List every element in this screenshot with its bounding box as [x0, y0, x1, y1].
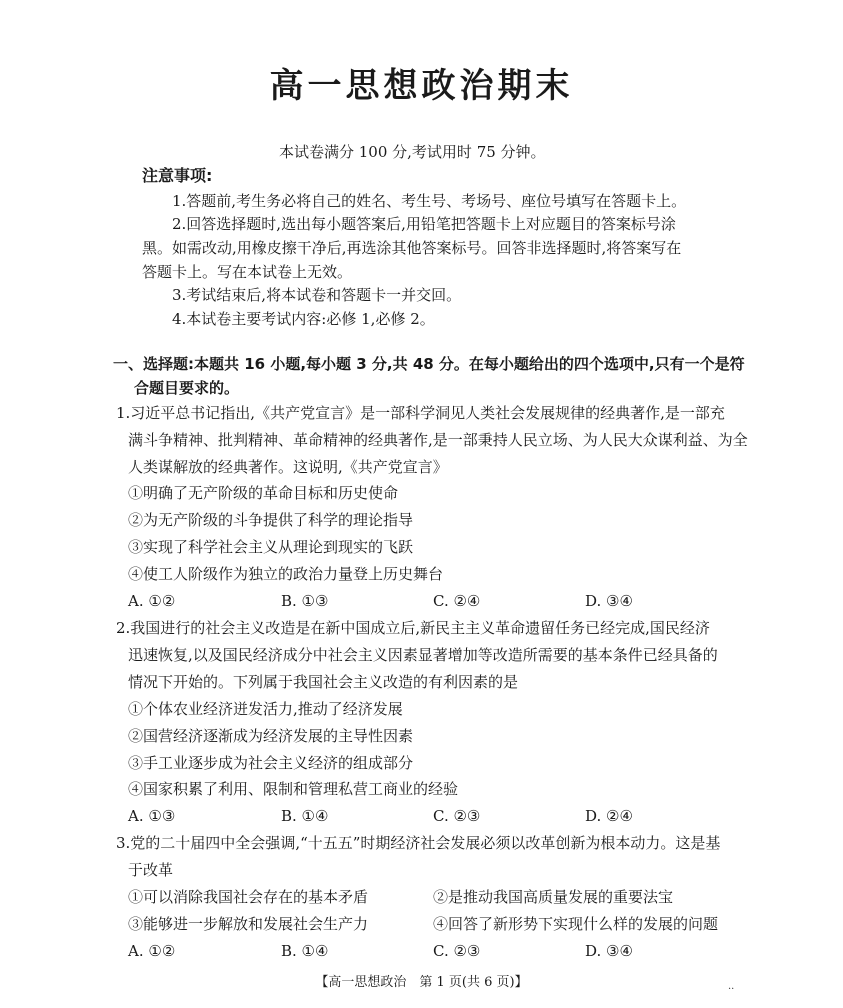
notice-line: 4.本试卷主要考试内容:必修 1,必修 2。 — [172, 310, 435, 328]
page-title: 高一思想政治期末 — [269, 66, 574, 106]
option-d[interactable]: D. ③④ — [585, 592, 633, 610]
option-a[interactable]: A. ①② — [128, 592, 176, 610]
question-2-item: ①个体农业经济迸发活力,推动了经济发展 — [128, 700, 403, 718]
question-3-options — [0, 941, 843, 961]
notice-line: 2.回答选择题时,选出每小题答案后,用铅笔把答题卡上对应题目的答案标号涂 — [172, 215, 676, 233]
question-1-item: ④使工人阶级作为独立的政治力量登上历史舞台 — [128, 565, 444, 583]
notice-line: 黑。如需改动,用橡皮擦干净后,再选涂其他答案标号。回答非选择题时,将答案写在 — [142, 239, 682, 257]
exam-info: 本试卷满分 100 分,考试用时 75 分钟。 — [279, 143, 546, 161]
option-d[interactable]: D. ②④ — [585, 807, 633, 825]
question-2-stem: 2.我国进行的社会主义改造是在新中国成立后,新民主主义革命遗留任务已经完成,国民经济 — [116, 619, 710, 637]
option-c[interactable]: C. ②④ — [433, 592, 481, 610]
question-1-item: ③实现了科学社会主义从理论到现实的飞跃 — [128, 538, 414, 556]
option-c[interactable]: C. ②③ — [433, 807, 481, 825]
question-1-item: ②为无产阶级的斗争提供了科学的理论指导 — [128, 511, 414, 529]
question-2-item: ③手工业逐步成为社会主义经济的组成部分 — [128, 754, 414, 772]
option-b[interactable]: B. ①④ — [281, 942, 329, 960]
question-1-stem: 满斗争精神、批判精神、革命精神的经典著作,是一部秉持人民立场、为人民大众谋利益、为全 — [128, 431, 748, 449]
notice-line: 1.答题前,考生务必将自己的姓名、考生号、考场号、座位号填写在答题卡上。 — [172, 192, 687, 210]
question-2-stem: 情况下开始的。下列属于我国社会主义改造的有利因素的是 — [128, 673, 519, 691]
question-3-items-row — [0, 914, 843, 934]
question-3-item: ①可以消除我国社会存在的基本矛盾 — [128, 888, 369, 906]
option-a[interactable]: A. ①② — [128, 942, 176, 960]
question-3-stem: 于改革 — [128, 861, 174, 879]
option-d[interactable]: D. ③④ — [585, 942, 633, 960]
question-1-stem: 1.习近平总书记指出,《共产党宣言》是一部科学洞见人类社会发展规律的经典著作,是一部充 — [116, 404, 725, 422]
question-3-item: ③能够进一步解放和发展社会生产力 — [128, 915, 369, 933]
question-3-item: ②是推动我国高质量发展的重要法宝 — [433, 888, 674, 906]
question-2-options — [0, 806, 843, 826]
question-3-item: ④回答了新形势下实现什么样的发展的问题 — [433, 915, 719, 933]
question-2-item: ④国家积累了利用、限制和管理私营工商业的经验 — [128, 780, 459, 798]
question-3-stem: 3.党的二十届四中全会强调,“十五五”时期经济社会发展必须以改革创新为根本动力。这是基 — [116, 834, 721, 852]
section-heading: 一、选择题:本题共 16 小题,每小题 3 分,共 48 分。在每小题给出的四个选项中,只有一个是符 — [113, 355, 745, 373]
option-c[interactable]: C. ②③ — [433, 942, 481, 960]
section-heading-cont: 合题目要求的。 — [134, 379, 240, 397]
question-1-item: ①明确了无产阶级的革命目标和历史使命 — [128, 484, 399, 502]
scan-mark: ·· — [728, 984, 735, 995]
question-1-options — [0, 591, 843, 611]
option-b[interactable]: B. ①③ — [281, 592, 329, 610]
notice-line: 3.考试结束后,将本试卷和答题卡一并交回。 — [172, 286, 462, 304]
page-footer: 【高一思想政治 第 1 页(共 6 页)】 — [315, 975, 528, 990]
question-3-items-row — [0, 887, 843, 907]
question-2-stem: 迅速恢复,以及国民经济成分中社会主义因素显著增加等改造所需要的基本条件已经具备的 — [128, 646, 718, 664]
question-1-stem: 人类谋解放的经典著作。这说明,《共产党宣言》 — [128, 458, 448, 476]
option-b[interactable]: B. ①④ — [281, 807, 329, 825]
notice-heading: 注意事项: — [142, 166, 213, 185]
notice-line: 答题卡上。写在本试卷上无效。 — [142, 263, 353, 281]
question-2-item: ②国营经济逐渐成为经济发展的主导性因素 — [128, 727, 414, 745]
option-a[interactable]: A. ①③ — [128, 807, 176, 825]
